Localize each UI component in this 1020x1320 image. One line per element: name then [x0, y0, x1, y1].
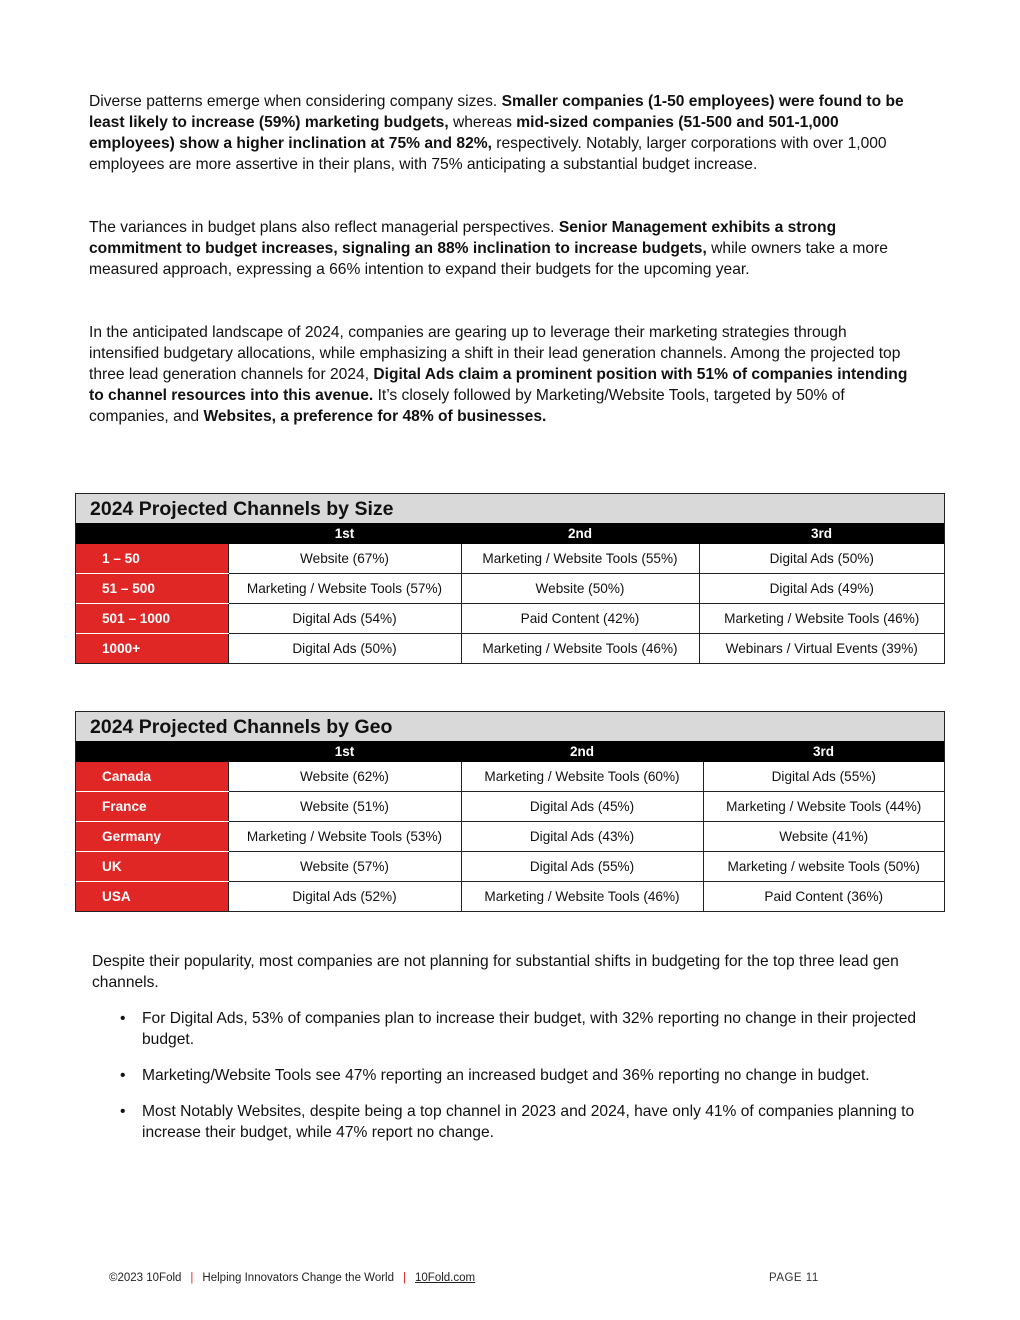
table-cell: Paid Content (42%) [461, 604, 699, 634]
column-header-2nd: 2nd [461, 523, 699, 544]
table-row [76, 792, 944, 822]
paragraph-closing: Despite their popularity, most companies are not planning for substantial shifts in budgeting for the top three lead gen channels. [92, 953, 899, 991]
table-cell: Marketing / Website Tools (44%) [703, 792, 944, 822]
table-cell: Digital Ads (43%) [461, 822, 703, 852]
bold-run: Digital Ads claim a prominent position with 51% of companies intending to channel resources into this avenue. [89, 366, 908, 404]
bullet-icon: • [120, 1103, 126, 1120]
text-run: respectively. Notably, larger corporations with over 1,000 employees are more assertive in their plans, with 75% anticipating a substantial budget increase. [89, 135, 887, 173]
page-footer [109, 1270, 829, 1286]
list-item-text: Most Notably Websites, despite being a top channel in 2023 and 2024, have only 41% of companies planning to increase their budget, while 47% report no change. [142, 1103, 915, 1141]
list-item [92, 1008, 922, 1050]
table-cell: Marketing / website Tools (50%) [703, 852, 944, 882]
bullet-icon: • [120, 1067, 126, 1084]
header-row [76, 523, 944, 544]
row-label: France [76, 792, 228, 822]
table-cell: Marketing / Website Tools (57%) [228, 574, 461, 604]
table-row [76, 822, 944, 852]
bullet-icon: • [120, 1010, 126, 1027]
table-cell: Digital Ads (54%) [228, 604, 461, 634]
table-cell: Website (62%) [228, 762, 461, 792]
table-row [76, 574, 944, 604]
row-label: USA [76, 882, 228, 912]
table-cell: Digital Ads (45%) [461, 792, 703, 822]
table-cell: Marketing / Website Tools (60%) [461, 762, 703, 792]
footer-copyright: ©2023 10Fold [109, 1272, 182, 1284]
text-run: Diverse patterns emerge when considering company sizes. [89, 93, 502, 110]
row-label: 1000+ [76, 634, 228, 664]
table-title: 2024 Projected Channels by Size [76, 494, 944, 523]
table-cell: Website (50%) [461, 574, 699, 604]
row-label: 1 – 50 [76, 544, 228, 574]
table-channels-by-geo [75, 711, 945, 912]
footer-website-link[interactable]: 10Fold.com [415, 1272, 476, 1284]
table-cell: Digital Ads (55%) [461, 852, 703, 882]
table-row [76, 882, 944, 912]
table-row [76, 762, 944, 792]
column-header-3rd: 3rd [699, 523, 944, 544]
column-header-3rd: 3rd [703, 741, 944, 762]
table-row [76, 604, 944, 634]
list-item-text: For Digital Ads, 53% of companies plan to increase their budget, with 32% reporting no change in their projected budget. [142, 1010, 917, 1048]
text-run: while owners take a more measured approach, expressing a 66% intention to expand their budgets for the upcoming year. [89, 240, 888, 278]
text-run: whereas [448, 114, 517, 131]
bold-run: Smaller companies (1-50 employees) were found to be least likely to increase (59%) marketing budgets, [89, 93, 904, 131]
table-row [76, 544, 944, 574]
table-title: 2024 Projected Channels by Geo [76, 712, 944, 741]
table-cell: Website (57%) [228, 852, 461, 882]
paragraph-management [89, 217, 919, 280]
table-cell: Paid Content (36%) [764, 889, 884, 904]
table-cell: Marketing / Website Tools (55%) [461, 544, 699, 574]
list-item [92, 1065, 922, 1086]
text-run: The variances in budget plans also reflect managerial perspectives. [89, 219, 559, 236]
column-header [76, 741, 228, 762]
column-header-1st: 1st [228, 741, 461, 762]
bullet-list [92, 1008, 922, 1158]
list-item [92, 1101, 922, 1143]
paragraph-lead-gen [89, 322, 919, 427]
footer-tagline: Helping Innovators Change the World [202, 1272, 394, 1284]
bold-run: Senior Management exhibits a strong commitment to budget increases, signaling an 88% inclination to increase budgets, [89, 219, 837, 257]
bold-run: Websites, a preference for 48% of businesses. [203, 408, 547, 425]
column-header-2nd: 2nd [461, 741, 703, 762]
footer-separator: | [190, 1272, 194, 1284]
table-cell: Digital Ads (50%) [228, 634, 461, 664]
header-row [76, 741, 944, 762]
table-channels-by-size [75, 493, 945, 664]
column-header-1st: 1st [228, 523, 461, 544]
list-item-text: Marketing/Website Tools see 47% reporting an increased budget and 36% reporting no change in budget. [142, 1067, 870, 1084]
table-cell: Digital Ads (50%) [699, 544, 944, 574]
table-cell: Website (67%) [228, 544, 461, 574]
footer-separator: | [403, 1272, 406, 1284]
row-label: Canada [76, 762, 228, 792]
table-cell: Marketing / Website Tools (46%) [461, 634, 699, 664]
table-cell: Marketing / Website Tools (46%) [699, 604, 944, 634]
page-number: PAGE 11 [769, 1272, 819, 1284]
row-label: 501 – 1000 [76, 604, 228, 634]
table-row [76, 852, 944, 882]
table-cell: Digital Ads (55%) [703, 762, 944, 792]
column-header [76, 523, 228, 544]
text-run: It’s closely followed by Marketing/Website Tools, targeted by 50% of companies, and [89, 387, 845, 425]
bold-run: mid-sized companies (51-500 and 501-1,000 employees) show a higher inclination at 75% and 82%, [89, 114, 839, 152]
table-cell: Marketing / Website Tools (46%) [461, 882, 703, 912]
channels-size-grid [76, 523, 944, 663]
table-cell: Digital Ads (52%) [228, 882, 461, 912]
row-label: Germany [76, 822, 228, 852]
table-cell: Website (51%) [228, 792, 461, 822]
channels-geo-grid [76, 741, 944, 911]
table-cell: Digital Ads (49%) [699, 574, 944, 604]
row-label: 51 – 500 [76, 574, 228, 604]
table-cell: Webinars / Virtual Events (39%) [725, 641, 918, 656]
row-label: UK [76, 852, 228, 882]
table-cell: Website (41%) [703, 822, 944, 852]
table-row [76, 634, 944, 664]
paragraph-company-size [89, 91, 919, 175]
table-cell: Marketing / Website Tools (53%) [228, 822, 461, 852]
text-run: In the anticipated landscape of 2024, companies are gearing up to leverage their marketing strategies through intensified budgetary allocations, while emphasizing a shift in their lead generation channels. Among the projected top three lead generation channels for 2024, [89, 324, 901, 383]
